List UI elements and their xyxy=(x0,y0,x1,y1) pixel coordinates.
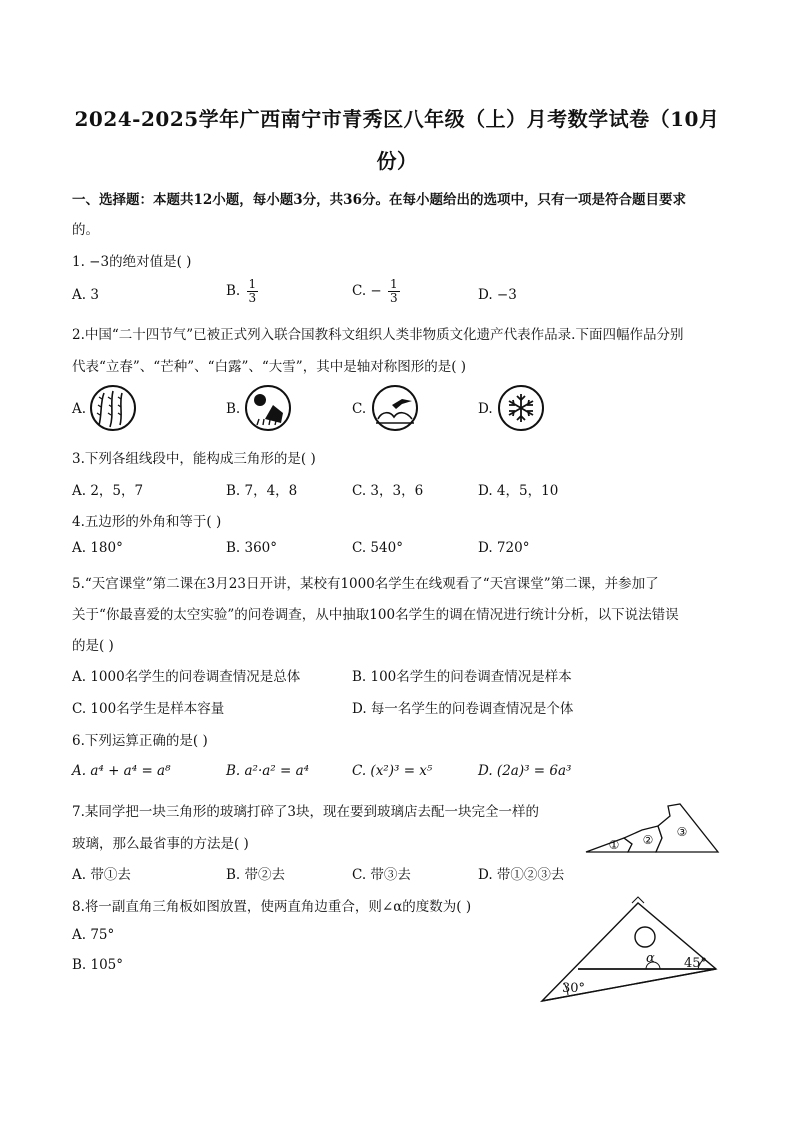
lichun-willow-icon xyxy=(90,385,136,431)
heron-drawing xyxy=(372,385,418,431)
mangzhong-farmer-icon xyxy=(245,385,291,431)
q5-stem-line1: 5.“天宫课堂”第二课在3月23日开讲，某校有1000名学生在线观看了“天宫课堂”第二课，并参加了 xyxy=(72,576,659,592)
q4-option-c: C. 540° xyxy=(352,540,403,556)
farmer-drawing xyxy=(245,385,291,431)
set-square-hole xyxy=(635,927,655,947)
piece-3-label: ③ xyxy=(676,825,688,839)
q1-option-a: A. 3 xyxy=(72,287,99,303)
q7-stem-line1: 7.某同学把一块三角形的玻璃打碎了3块，现在要到玻璃店去配一块完全一样的 xyxy=(72,804,539,820)
piece-2-label: ② xyxy=(642,833,654,847)
snowflake-drawing xyxy=(498,385,544,431)
angle-45-label: 45° xyxy=(684,956,708,971)
q8-option-b: B. 105° xyxy=(72,957,124,973)
q3-option-b: B. 7，4，8 xyxy=(226,483,298,499)
q1-option-b-fraction xyxy=(247,278,259,305)
q2-option-b-label: B. xyxy=(226,401,241,417)
q6-option-d: D. (2a)³ = 6a³ xyxy=(478,763,572,779)
q6-option-c: C. (x²)³ = x⁵ xyxy=(352,763,433,779)
q7-option-b: B. 带②去 xyxy=(226,867,286,883)
daxue-snowflake-icon xyxy=(498,385,544,431)
q5-option-b: B. 100名学生的问卷调查情况是样本 xyxy=(352,669,572,685)
q2-stem-line2: 代表“立春”、“芒种”、“白露”、“大雪”，其中是轴对称图形的是( ) xyxy=(72,359,467,375)
q1-option-c-denominator: 3 xyxy=(390,291,398,305)
q1-option-b-numerator: 1 xyxy=(248,277,257,291)
q1-option-c-fraction xyxy=(388,278,400,305)
section-header-line1: 一、选择题：本题共12小题，每小题3分，共36分。在每小题给出的选项中，只有一项是符合题目要求 xyxy=(72,192,686,208)
q2-option-a-label: A. xyxy=(72,401,87,417)
q7-stem-line2: 玻璃，那么最省事的方法是( ) xyxy=(72,836,249,852)
q5-option-a: A. 1000名学生的问卷调查情况是总体 xyxy=(72,669,301,685)
q4-option-a: A. 180° xyxy=(72,540,123,556)
q5-option-d: D. 每一名学生的问卷调查情况是个体 xyxy=(352,701,574,717)
broken-glass-figure xyxy=(584,798,724,858)
willow-branches-drawing xyxy=(90,385,136,431)
q7-option-c: C. 带③去 xyxy=(352,867,411,883)
q6-stem: 6.下列运算正确的是( ) xyxy=(72,733,208,749)
q1-option-d: D. −3 xyxy=(478,287,517,303)
angle-alpha-label: α xyxy=(646,951,655,966)
section-header-line2: 的。 xyxy=(72,222,99,238)
q4-option-d: D. 720° xyxy=(478,540,530,556)
q4-stem: 4.五边形的外角和等于( ) xyxy=(72,514,222,530)
q2-stem-line1: 2.中国“二十四节气”已被正式列入联合国教科文组织人类非物质文化遗产代表作品录.下面四幅作品分别 xyxy=(72,327,684,343)
q8-stem: 8.将一副直角三角板如图放置，使两直角边重合，则∠α的度数为( ) xyxy=(72,899,472,915)
angle-30-label: 30° xyxy=(562,981,586,996)
bailu-heron-icon xyxy=(372,385,418,431)
q8-option-a: A. 75° xyxy=(72,927,115,943)
q3-option-d: D. 4，5，10 xyxy=(478,483,559,499)
q1-stem: 1. −3的绝对值是( ) xyxy=(72,254,192,270)
exam-title-line1: 2024-2025学年广西南宁市青秀区八年级（上）月考数学试卷（10月 xyxy=(74,107,720,131)
q1-option-b-label: B. xyxy=(226,283,241,299)
q3-option-c: C. 3，3，6 xyxy=(352,483,424,499)
q1-option-c xyxy=(352,278,400,305)
q1-option-c-label: C. − xyxy=(352,283,382,299)
q7-option-d: D. 带①②③去 xyxy=(478,867,565,883)
q5-stem-line3: 的是( ) xyxy=(72,638,114,654)
q4-option-b: B. 360° xyxy=(226,540,278,556)
set-squares-figure xyxy=(538,895,728,1005)
q1-option-b xyxy=(226,278,258,305)
q6-option-b: B. a²·a² = a⁴ xyxy=(226,763,310,779)
q2-option-d-label: D. xyxy=(478,401,493,417)
q5-option-c: C. 100名学生是样本容量 xyxy=(72,701,225,717)
q1-option-c-numerator: 1 xyxy=(390,277,398,291)
piece-1-label: ① xyxy=(608,838,620,852)
q1-option-b-denominator: 3 xyxy=(248,291,257,305)
q6-option-a: A. a⁴ + a⁴ = a⁸ xyxy=(72,763,171,779)
exam-title-line2: 份） xyxy=(376,149,418,173)
q3-option-a: A. 2，5，7 xyxy=(72,483,144,499)
q7-option-a: A. 带①去 xyxy=(72,867,131,883)
q2-option-c-label: C. xyxy=(352,401,367,417)
q5-stem-line2: 关于“你最喜爱的太空实验”的问卷调查，从中抽取100名学生的调在情况进行统计分析，以下说法错误 xyxy=(72,607,679,623)
q3-stem: 3.下列各组线段中，能构成三角形的是( ) xyxy=(72,451,316,467)
